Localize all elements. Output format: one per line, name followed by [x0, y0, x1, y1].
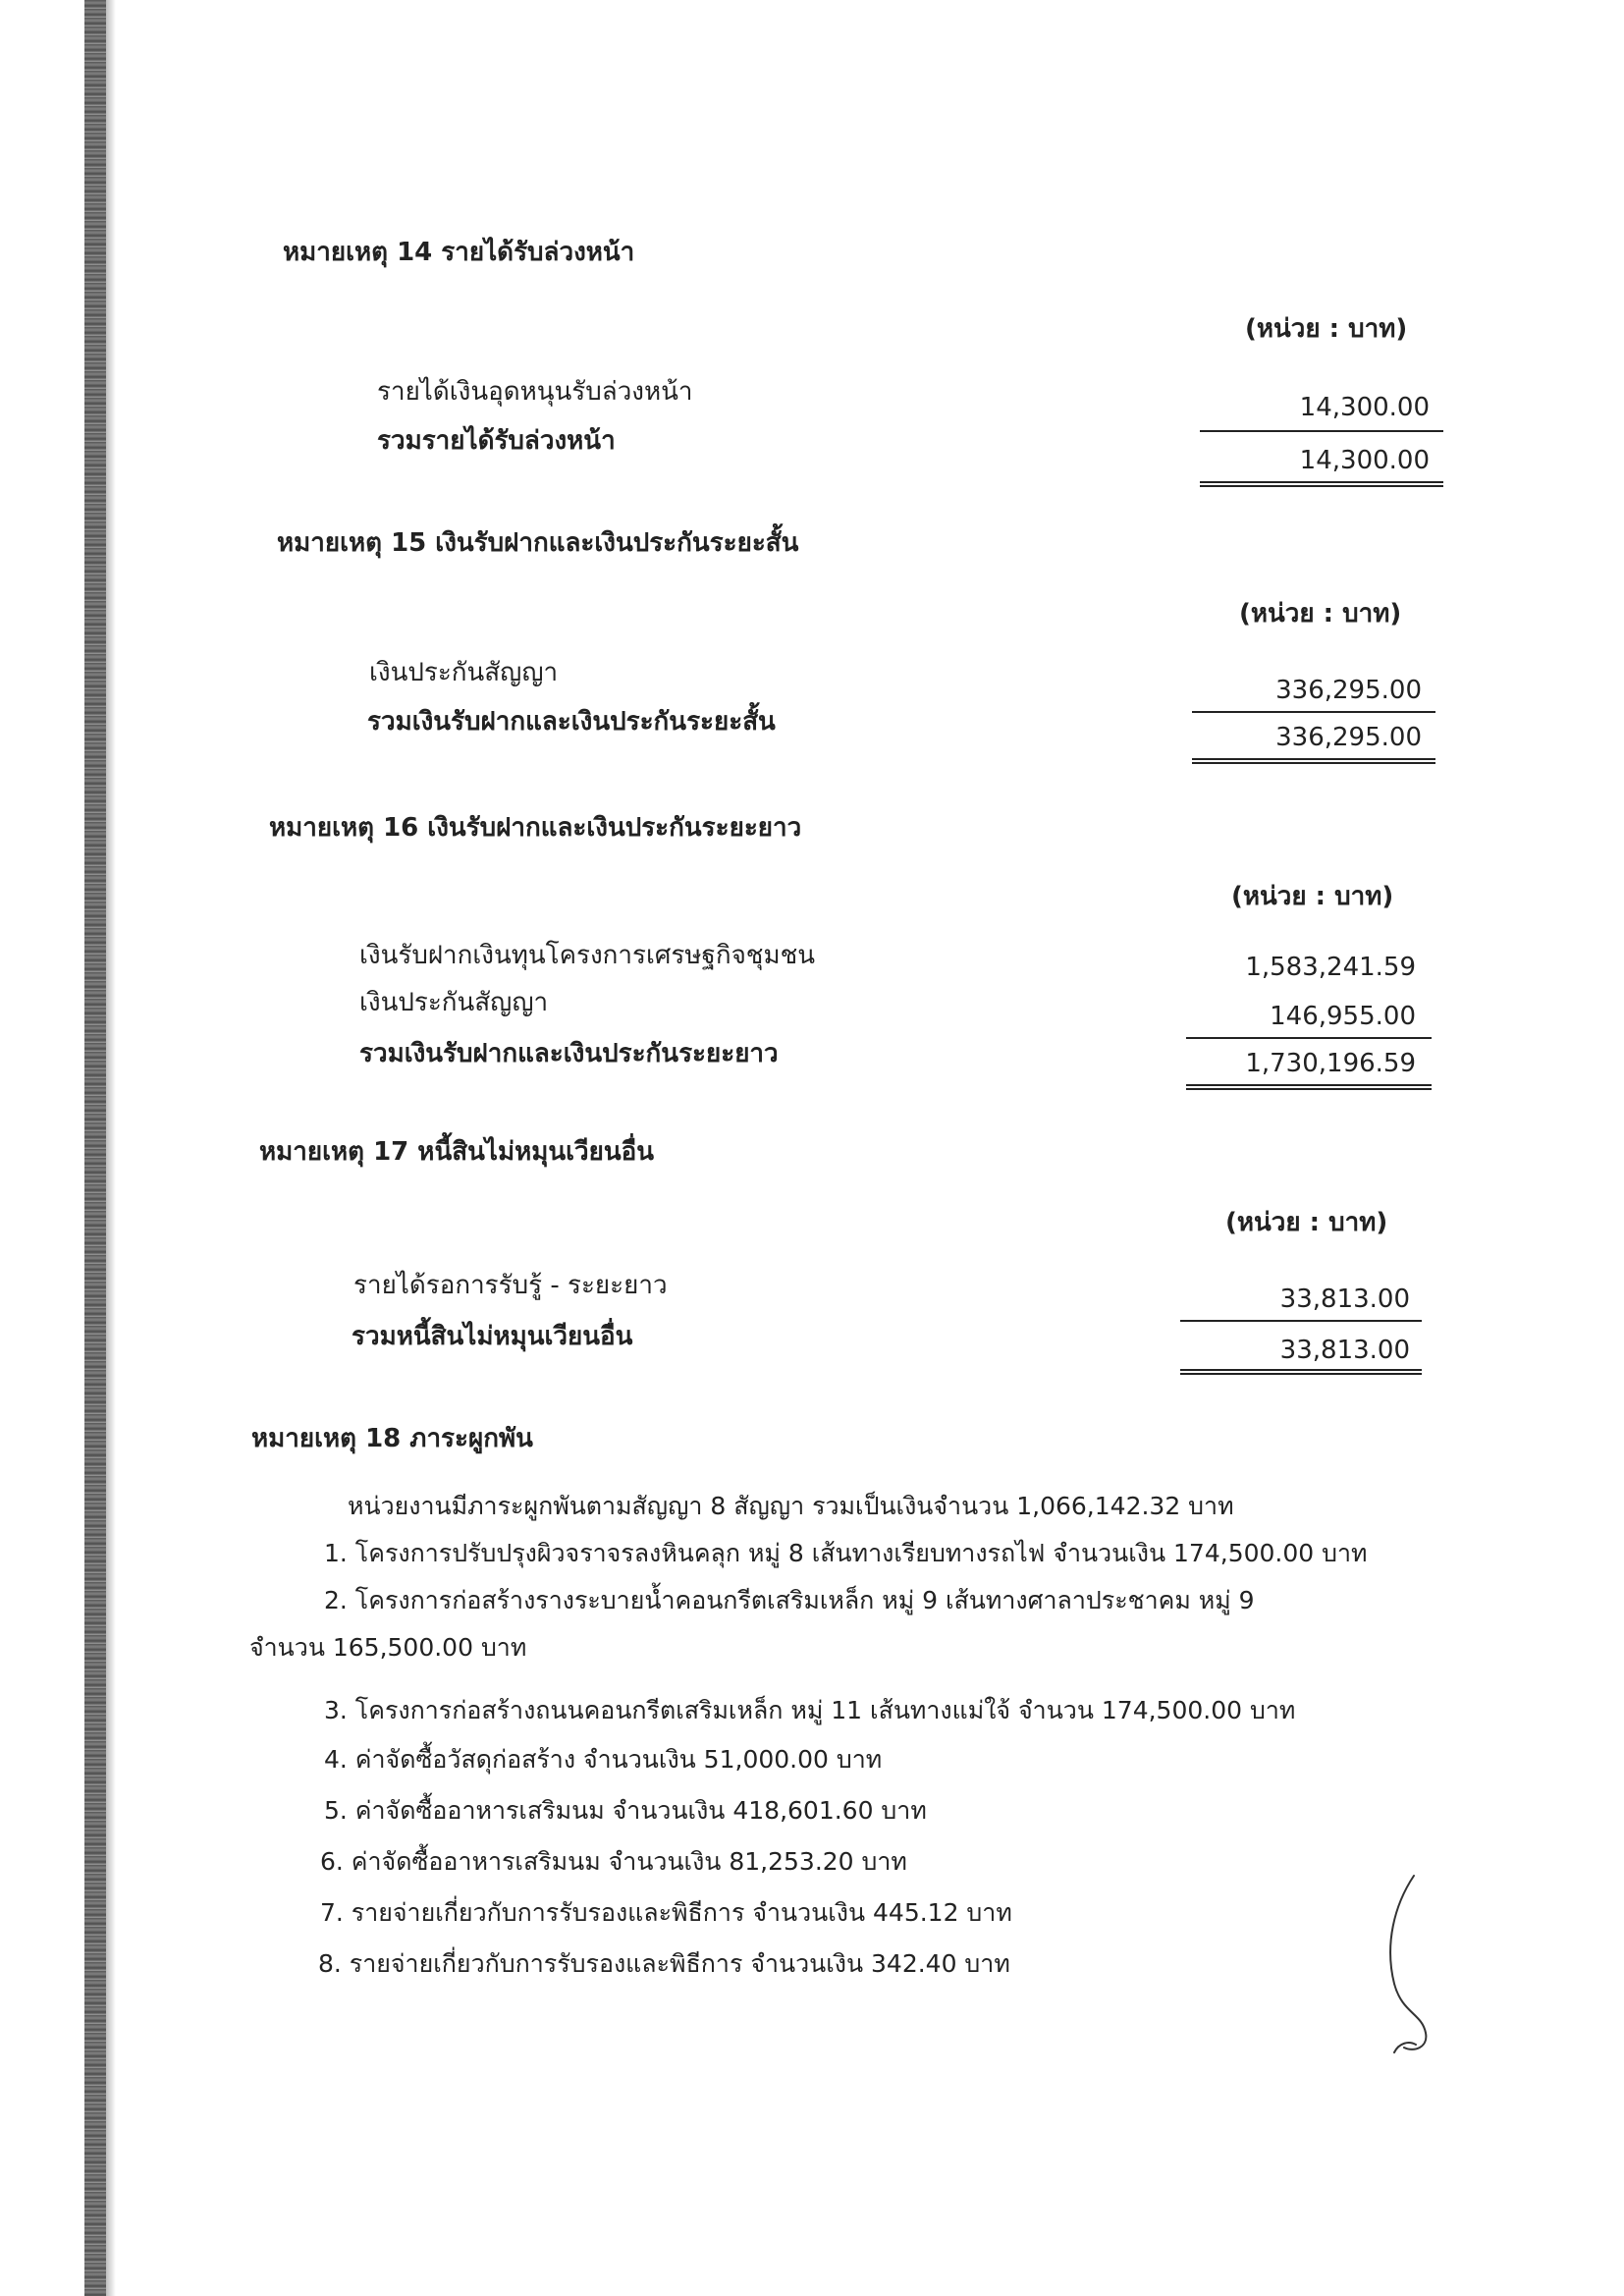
note14-item-amount: 14,300.00 — [1299, 393, 1430, 422]
note14-total-amount: 14,300.00 — [1299, 446, 1430, 475]
note16-underline — [1186, 1037, 1432, 1039]
note14-heading: หมายเหตุ 14 รายได้รับล่วงหน้า — [283, 238, 635, 267]
note14-underline — [1200, 430, 1443, 432]
note16-item1: เงินรับฝากเงินทุนโครงการเศรษฐกิจชุมชน — [359, 941, 816, 970]
note14-unit: (หน่วย : บาท) — [1245, 314, 1408, 344]
note17-item: รายได้รอการรับรู้ - ระยะยาว — [353, 1271, 668, 1300]
note18-item-2: 2. โครงการก่อสร้างรางระบายน้ำคอนกรีตเสริมเหล็ก หมู่ 9 เส้นทางศาลาประชาคม หมู่ 9 — [324, 1586, 1255, 1614]
note16-heading: หมายเหตุ 16 เงินรับฝากและเงินประกันระยะยาว — [269, 813, 802, 843]
note18-heading: หมายเหตุ 18 ภาระผูกพัน — [251, 1424, 533, 1453]
note15-double-underline — [1192, 758, 1435, 764]
binding-shadow — [106, 0, 116, 2296]
note15-item: เงินประกันสัญญา — [369, 658, 559, 687]
note17-total-amount: 33,813.00 — [1279, 1336, 1410, 1365]
note16-double-underline — [1186, 1084, 1432, 1090]
note17-unit: (หน่วย : บาท) — [1225, 1208, 1388, 1237]
signature-mark — [1375, 1866, 1453, 2062]
note14-total-label: รวมรายได้รับล่วงหน้า — [377, 426, 616, 456]
note16-item1-amount: 1,583,241.59 — [1245, 953, 1416, 982]
note14-double-underline — [1200, 481, 1443, 487]
note17-total-label: รวมหนี้สินไม่หมุนเวียนอื่น — [352, 1322, 633, 1351]
note16-item2-amount: 146,955.00 — [1270, 1002, 1416, 1031]
note17-item-amount: 33,813.00 — [1279, 1285, 1410, 1314]
note18-item-1: 1. โครงการปรับปรุงผิวจราจรลงหินคลุก หมู่ 8 เส้นทางเรียบทางรถไฟ จำนวนเงิน 174,500.00 บาท — [324, 1539, 1368, 1567]
note16-total-amount: 1,730,196.59 — [1245, 1049, 1416, 1078]
note16-unit: (หน่วย : บาท) — [1231, 882, 1394, 911]
note15-item-amount: 336,295.00 — [1275, 676, 1422, 705]
note15-total-label: รวมเงินรับฝากและเงินประกันระยะสั้น — [367, 707, 776, 737]
note18-item-7: 7. รายจ่ายเกี่ยวกับการรับรองและพิธีการ จำนวนเงิน 445.12 บาท — [320, 1898, 1012, 1927]
note17-underline — [1180, 1320, 1422, 1322]
binding-edge — [84, 0, 106, 2296]
note17-heading: หมายเหตุ 17 หนี้สินไม่หมุนเวียนอื่น — [259, 1137, 655, 1167]
note18-intro: หน่วยงานมีภาระผูกพันตามสัญญา 8 สัญญา รวมเป็นเงินจำนวน 1,066,142.32 บาท — [348, 1492, 1234, 1520]
note15-heading: หมายเหตุ 15 เงินรับฝากและเงินประกันระยะสั้น — [277, 528, 799, 558]
note15-total-amount: 336,295.00 — [1275, 723, 1422, 752]
note18-item-3: 3. โครงการก่อสร้างถนนคอนกรีตเสริมเหล็ก หมู่ 11 เส้นทางแม่ใจ้ จำนวน 174,500.00 บาท — [324, 1696, 1296, 1724]
note16-item2: เงินประกันสัญญา — [359, 988, 549, 1017]
note18-item-8: 8. รายจ่ายเกี่ยวกับการรับรองและพิธีการ จำนวนเงิน 342.40 บาท — [318, 1949, 1010, 1978]
note18-item-5: 5. ค่าจัดซื้ออาหารเสริมนม จำนวนเงิน 418,601.60 บาท — [324, 1796, 927, 1825]
note18-item-2-cont: จำนวน 165,500.00 บาท — [249, 1633, 527, 1662]
note15-underline — [1192, 711, 1435, 713]
note15-unit: (หน่วย : บาท) — [1239, 599, 1402, 629]
note18-item-6: 6. ค่าจัดซื้ออาหารเสริมนม จำนวนเงิน 81,253.20 บาท — [320, 1847, 907, 1876]
note14-item: รายได้เงินอุดหนุนรับล่วงหน้า — [377, 377, 693, 407]
note16-total-label: รวมเงินรับฝากและเงินประกันระยะยาว — [359, 1039, 779, 1068]
note18-item-4: 4. ค่าจัดซื้อวัสดุก่อสร้าง จำนวนเงิน 51,000.00 บาท — [324, 1745, 883, 1774]
note17-double-underline — [1180, 1369, 1422, 1375]
